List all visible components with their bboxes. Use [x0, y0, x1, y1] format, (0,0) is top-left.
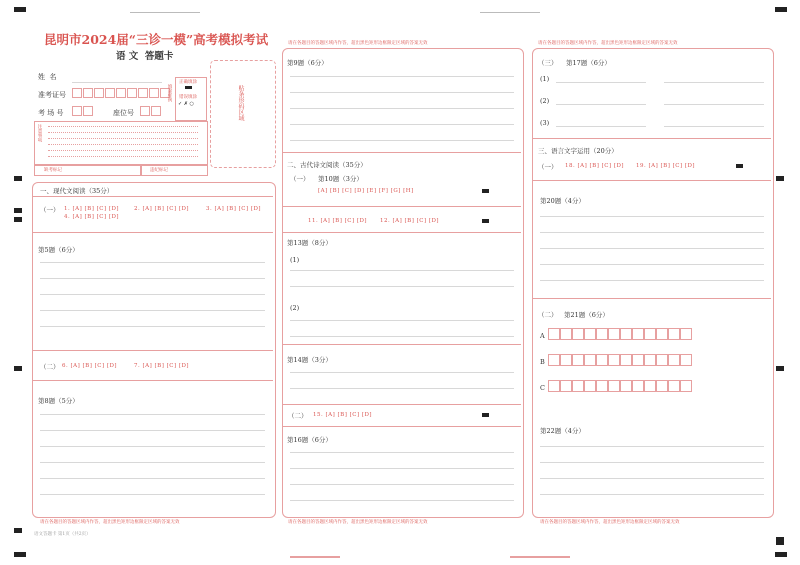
absent-mark-label: 缺考标记: [44, 168, 62, 173]
top-edge-line: [130, 12, 200, 13]
answer-line[interactable]: [40, 478, 265, 479]
group2-label: （二）: [538, 311, 558, 319]
barcode-label: 贴条形码区域: [237, 85, 244, 121]
q7-options[interactable]: 7. [A] [B] [C] [D]: [134, 363, 190, 369]
q3-options[interactable]: 3. [A] [B] [C] [D]: [206, 206, 262, 212]
group2-label: （二）: [40, 363, 60, 371]
answer-line[interactable]: [540, 446, 764, 447]
answer-line[interactable]: [290, 468, 514, 469]
answer-line[interactable]: [540, 462, 764, 463]
answer-line[interactable]: [40, 294, 265, 295]
answer-line[interactable]: [540, 216, 764, 217]
boundary-notice: 请在各题目的答题区域内作答，超出黑色矩形边框限定区域的答案无效: [288, 520, 428, 525]
q21-a-grid[interactable]: [548, 328, 692, 342]
answer-line[interactable]: [40, 414, 265, 415]
notes-text-line: [48, 138, 198, 139]
divider: [33, 380, 273, 381]
divider: [283, 344, 521, 345]
answer-line[interactable]: [664, 126, 764, 127]
page-subtitle: 语 文 答题卡: [116, 51, 174, 62]
q4-options[interactable]: 4. [A] [B] [C] [D]: [64, 214, 120, 220]
registration-mark: [14, 217, 22, 222]
divider: [283, 232, 521, 233]
group1-label: （一）: [290, 175, 310, 183]
divider: [33, 196, 273, 197]
answer-line[interactable]: [290, 92, 514, 93]
answer-line[interactable]: [40, 262, 265, 263]
answer-line[interactable]: [40, 326, 265, 327]
answer-line[interactable]: [40, 462, 265, 463]
q1-options[interactable]: 1. [A] [B] [C] [D]: [64, 206, 120, 212]
registration-mark: [776, 366, 784, 371]
registration-mark: [14, 7, 26, 12]
boundary-notice: 请在各题目的答题区域内作答，超出黑色矩形边框限定区域的答案无效: [288, 41, 428, 46]
answer-line[interactable]: [290, 388, 514, 389]
answer-line[interactable]: [40, 446, 265, 447]
answer-line[interactable]: [40, 430, 265, 431]
answer-line[interactable]: [540, 280, 764, 281]
answer-line[interactable]: [556, 104, 646, 105]
divider: [283, 426, 521, 427]
divider: [33, 232, 273, 233]
name-label: 姓 名: [38, 73, 57, 81]
q19-options[interactable]: 19. [A] [B] [C] [D]: [636, 163, 696, 169]
divider: [283, 206, 521, 207]
registration-mark: [14, 208, 22, 213]
answer-line[interactable]: [290, 372, 514, 373]
section1-title: 一、现代文阅读（35分）: [40, 187, 114, 195]
ticket-label: 准考证号: [38, 91, 66, 99]
notes-text-line: [48, 132, 198, 133]
q15-options[interactable]: 15. [A] [B] [C] [D]: [313, 412, 373, 418]
q21-c-label: C: [540, 384, 545, 392]
divider: [533, 138, 771, 139]
name-field[interactable]: [72, 82, 162, 83]
answer-line[interactable]: [556, 82, 646, 83]
answer-line[interactable]: [290, 286, 514, 287]
seat-label: 座位号: [113, 109, 134, 117]
bottom-edge-line: [290, 556, 340, 558]
timing-mark: [736, 164, 743, 168]
answer-line[interactable]: [664, 82, 764, 83]
group1-label: （一）: [538, 163, 558, 171]
group3-label: （三）: [538, 59, 558, 67]
group1-label: （一）: [40, 206, 60, 214]
registration-mark: [14, 552, 26, 557]
answer-line[interactable]: [290, 108, 514, 109]
q11-options[interactable]: 11. [A] [B] [C] [D]: [308, 218, 368, 224]
answer-line[interactable]: [540, 232, 764, 233]
q22-title: 第22题（4分）: [540, 427, 585, 435]
section3-box: [532, 48, 774, 518]
correct-fill-icon: [185, 86, 192, 89]
divider: [533, 298, 771, 299]
q13-part2: (2): [290, 304, 300, 312]
registration-mark: [14, 176, 22, 181]
answer-line[interactable]: [290, 320, 514, 321]
q10-title: 第10题（3分）: [318, 175, 363, 183]
boundary-notice: 请在各题目的答题区域内作答，超出黑色矩形边框限定区域的答案无效: [538, 41, 678, 46]
divider: [283, 152, 521, 153]
violation-label: 违纪标记: [150, 168, 168, 173]
top-edge-line: [480, 12, 540, 13]
q13-title: 第13题（8分）: [287, 239, 332, 247]
answer-line[interactable]: [540, 248, 764, 249]
q9-title: 第9题（6分）: [287, 59, 328, 67]
q17-part3: (3): [540, 119, 550, 127]
q8-title: 第8题（5分）: [38, 397, 79, 405]
answer-line[interactable]: [40, 310, 265, 311]
q17-part2: (2): [540, 97, 550, 105]
divider: [533, 180, 771, 181]
q6-options[interactable]: 6. [A] [B] [C] [D]: [62, 363, 118, 369]
room-number-field[interactable]: [72, 106, 102, 117]
q10-options[interactable]: [A] [B] [C] [D] [E] [F] [G] [H]: [318, 188, 414, 194]
section2-box: [282, 48, 524, 518]
q2-options[interactable]: 2. [A] [B] [C] [D]: [134, 206, 190, 212]
wrong-fill-label: 错误填涂: [179, 95, 197, 100]
q12-options[interactable]: 12. [A] [B] [C] [D]: [380, 218, 440, 224]
notes-title: 注意事项: [37, 124, 42, 142]
q21-c-grid[interactable]: [548, 380, 692, 394]
answer-line[interactable]: [40, 278, 265, 279]
q21-title: 第21题（6分）: [564, 311, 609, 319]
wrong-fill-icons: ✓ ✗ ○: [178, 101, 194, 107]
correct-fill-label: 正确填涂: [179, 80, 197, 85]
section3-title: 三、语言文字运用（20分）: [538, 147, 618, 155]
answer-line[interactable]: [290, 124, 514, 125]
registration-mark: [775, 552, 787, 557]
registration-mark: [776, 537, 784, 545]
group2-label: （二）: [288, 412, 308, 420]
answer-line[interactable]: [540, 494, 764, 495]
notes-text-line: [48, 144, 198, 145]
page-title: 昆明市2024届“三诊一模”高考模拟考试: [44, 32, 269, 47]
answer-line[interactable]: [540, 478, 764, 479]
notes-text-line: [48, 126, 198, 127]
answer-line[interactable]: [290, 452, 514, 453]
answer-line[interactable]: [290, 500, 514, 501]
q21-a-label: A: [540, 332, 545, 340]
registration-mark: [14, 528, 22, 533]
notes-box: [34, 121, 208, 165]
answer-line[interactable]: [290, 336, 514, 337]
q17-part1: (1): [540, 75, 550, 83]
notes-text-line: [48, 150, 198, 151]
fill-sample-label: 填涂样例: [167, 84, 172, 102]
q5-title: 第5题（6分）: [38, 246, 79, 254]
answer-line[interactable]: [290, 140, 514, 141]
section2-title: 二、古代诗文阅读（35分）: [287, 161, 367, 169]
answer-line[interactable]: [556, 126, 646, 127]
timing-mark: [482, 189, 489, 193]
answer-line[interactable]: [664, 104, 764, 105]
notes-text-line: [48, 156, 198, 157]
q21-b-grid[interactable]: [548, 354, 692, 368]
q16-title: 第16题（6分）: [287, 436, 332, 444]
q17-title: 第17题（6分）: [566, 59, 611, 67]
answer-line[interactable]: [290, 484, 514, 485]
bottom-edge-line: [510, 556, 570, 558]
registration-mark: [776, 176, 784, 181]
boundary-notice: 请在各题目的答题区域内作答，超出黑色矩形边框限定区域的答案无效: [40, 520, 180, 525]
answer-line[interactable]: [290, 270, 514, 271]
answer-line[interactable]: [40, 494, 265, 495]
page-footer: 语文答题卡 第1页（共2页）: [34, 532, 91, 537]
divider: [33, 350, 273, 351]
answer-line[interactable]: [540, 264, 764, 265]
q13-part1: (1): [290, 256, 300, 264]
seat-number-field[interactable]: [140, 106, 170, 117]
registration-mark: [775, 7, 787, 12]
room-label: 考 场 号: [38, 109, 64, 117]
q20-title: 第20题（4分）: [540, 197, 585, 205]
boundary-notice: 请在各题目的答题区域内作答，超出黑色矩形边框限定区域的答案无效: [540, 520, 680, 525]
divider: [283, 404, 521, 405]
registration-mark: [14, 366, 22, 371]
q18-options[interactable]: 18. [A] [B] [C] [D]: [565, 163, 625, 169]
q14-title: 第14题（3分）: [287, 356, 332, 364]
q21-b-label: B: [540, 358, 545, 366]
timing-mark: [482, 219, 489, 223]
timing-mark: [482, 413, 489, 417]
answer-line[interactable]: [290, 76, 514, 77]
